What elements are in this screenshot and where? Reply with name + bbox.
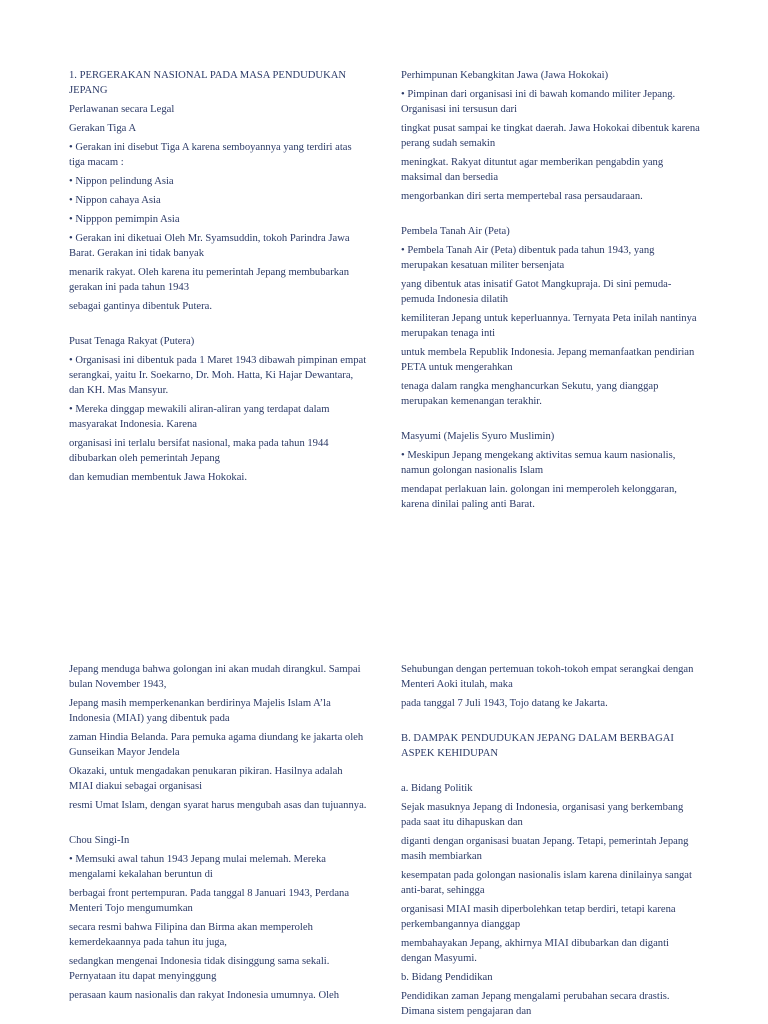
paragraph: kemiliteran Jepang untuk keperluannya. Ternyata Peta inilah nantinya merupakan tenaga inti (401, 313, 697, 339)
paragraph: • Gerakan ini disebut Tiga A karena semboyannya yang terdiri atas tiga macam : (69, 142, 352, 168)
column-top-right (401, 68, 701, 516)
paragraph: pada tanggal 7 Juli 1943, Tojo datang ke Jakarta. (401, 698, 608, 709)
column-top-left (69, 68, 369, 489)
paragraph: • Pembela Tanah Air (Peta) dibentuk pada tahun 1943, yang merupakan kesatuan militer bersenjata (401, 245, 655, 271)
paragraph: organisasi MIAI masih diperbolehkan tetap berdiri, tetapi karena perkembangannya dianggap (401, 904, 676, 930)
paragraph: Sehubungan dengan pertemuan tokoh-tokoh empat serangkai dengan Menteri Aoki itulah, maka (401, 664, 694, 690)
paragraph: secara resmi bahwa Filipina dan Birma akan memperoleh kemerdekaannya pada tahun itu juga, (69, 922, 313, 948)
paragraph: • Mereka dinggap mewakili aliran-aliran yang terdapat dalam masyarakat Indonesia. Karena (69, 404, 330, 430)
paragraph: • Nippon pelindung Asia (69, 176, 174, 187)
spacer (401, 715, 701, 731)
paragraph: • Gerakan ini diketuai Oleh Mr. Syamsuddin, tokoh Parindra Jawa Barat. Gerakan ini tidak banyak (69, 233, 350, 259)
spacer (401, 208, 701, 224)
spacer (401, 413, 701, 429)
paragraph: Pendidikan zaman Jepang mengalami perubahan secara drastis. Dimana sistem pengajaran dan (401, 991, 670, 1017)
paragraph: Pusat Tenaga Rakyat (Putera) (69, 336, 195, 347)
paragraph: • Nippon cahaya Asia (69, 195, 161, 206)
spacer (69, 817, 369, 833)
paragraph: Gerakan Tiga A (69, 123, 137, 134)
paragraph: • Nipppon pemimpin Asia (69, 214, 180, 225)
paragraph: Pembela Tanah Air (Peta) (401, 226, 510, 237)
paragraph: kesempatan pada golongan nasionalis islam karena dinilainya sangat anti-barat, sehingga (401, 870, 692, 896)
page-bottom (0, 640, 768, 1024)
section-heading: 1. PERGERAKAN NASIONAL PADA MASA PENDUDUKAN JEPANG (69, 70, 347, 96)
paragraph: mengorbankan diri serta mempertebal rasa persaudaraan. (401, 191, 643, 202)
paragraph: • Pimpinan dari organisasi ini di bawah komando militer Jepang. Organisasi ini tersusun dari (401, 89, 676, 115)
paragraph: mendapat perlakuan lain. golongan ini memperoleh kelonggaran, karena dinilai paling anti Barat. (401, 484, 677, 510)
paragraph: sebagai gantinya dibentuk Putera. (69, 301, 212, 312)
paragraph: Jepang masih memperkenankan berdirinya Majelis Islam A’la Indonesia (MIAI) yang dibentuk pada (69, 698, 331, 724)
paragraph: dan kemudian membentuk Jawa Hokokai. (69, 472, 247, 483)
paragraph: • Memsuki awal tahun 1943 Jepang mulai melemah. Mereka mengalami kekalahan beruntun di (69, 854, 327, 880)
paragraph: Perlawanan secara Legal (69, 104, 175, 115)
paragraph: sedangkan mengenai Indonesia tidak disinggung sama sekali. Pernyataan itu dapat menyinggung (69, 956, 330, 982)
section-heading: B. DAMPAK PENDUDUKAN JEPANG DALAM BERBAGAI ASPEK KEHIDUPAN (401, 733, 674, 759)
paragraph: menarik rakyat. Oleh karena itu pemerintah Jepang membubarkan gerakan ini pada tahun 1943 (69, 267, 350, 293)
paragraph: Sejak masuknya Jepang di Indonesia, organisasi yang berkembang pada saat itu dihapuskan dan (401, 802, 684, 828)
paragraph: b. Bidang Pendidikan (401, 972, 493, 983)
paragraph: berbagai front pertempuran. Pada tanggal 8 Januari 1943, Perdana Menteri Tojo mengumumkan (69, 888, 350, 914)
paragraph: resmi Umat Islam, dengan syarat harus mengubah asas dan tujuannya. (69, 800, 367, 811)
paragraph: Jepang menduga bahwa golongan ini akan mudah dirangkul. Sampai bulan November 1943, (69, 664, 361, 690)
paragraph: Perhimpunan Kebangkitan Jawa (Jawa Hokokai) (401, 70, 609, 81)
paragraph: Masyumi (Majelis Syuro Muslimin) (401, 431, 555, 442)
paragraph: • Meskipun Jepang mengekang aktivitas semua kaum nasionalis, namun golongan nasionalis Islam (401, 450, 676, 476)
paragraph: a. Bidang Politik (401, 783, 473, 794)
paragraph: meningkat. Rakyat dituntut agar memberikan pengabdin yang maksimal dan bersedia (401, 157, 664, 183)
paragraph: diganti dengan organisasi buatan Jepang. Tetapi, pemerintah Jepang masih membiarkan (401, 836, 689, 862)
paragraph: tenaga dalam rangka menghancurkan Sekutu, yang dianggap merupakan kemenangan terakhir. (401, 381, 659, 407)
paragraph: organisasi ini terlalu bersifat nasional, maka pada tahun 1944 dibubarkan oleh pemerintah Jepang (69, 438, 329, 464)
spacer (69, 318, 369, 334)
paragraph: Okazaki, untuk mengadakan penukaran pikiran. Hasilnya adalah MIAI diakui sebagai organisasi (69, 766, 343, 792)
paragraph: membahayakan Jepang, akhirnya MIAI dibubarkan dan diganti dengan Masyumi. (401, 938, 669, 964)
paragraph: untuk membela Republik Indonesia. Jepang memanfaatkan pendirian PETA untuk mengerahkan (401, 347, 695, 373)
paragraph: tingkat pusat sampai ke tingkat daerah. Jawa Hokokai dibentuk karena perang sudah semakin (401, 123, 700, 149)
paragraph: Chou Singi-In (69, 835, 130, 846)
spacer (401, 765, 701, 781)
paragraph: perasaan kaum nasionalis dan rakyat Indonesia umumnya. Oleh (69, 990, 340, 1001)
column-bottom-left (69, 662, 369, 1007)
column-bottom-right (401, 662, 701, 1023)
paragraph: yang dibentuk atas inisatif Gatot Mangkupraja. Di sini pemuda-pemuda Indonesia dilatih (401, 279, 672, 305)
paragraph: • Organisasi ini dibentuk pada 1 Maret 1943 dibawah pimpinan empat serangkai, yaitu Ir. Soekarno, Dr. Moh. Hatta, Ki Hajar Dewantara, dan KH. Mas Mansyur. (69, 355, 367, 396)
paragraph: zaman Hindia Belanda. Para pemuka agama diundang ke jakarta oleh Gunseikan Mayor Jendela (69, 732, 364, 758)
